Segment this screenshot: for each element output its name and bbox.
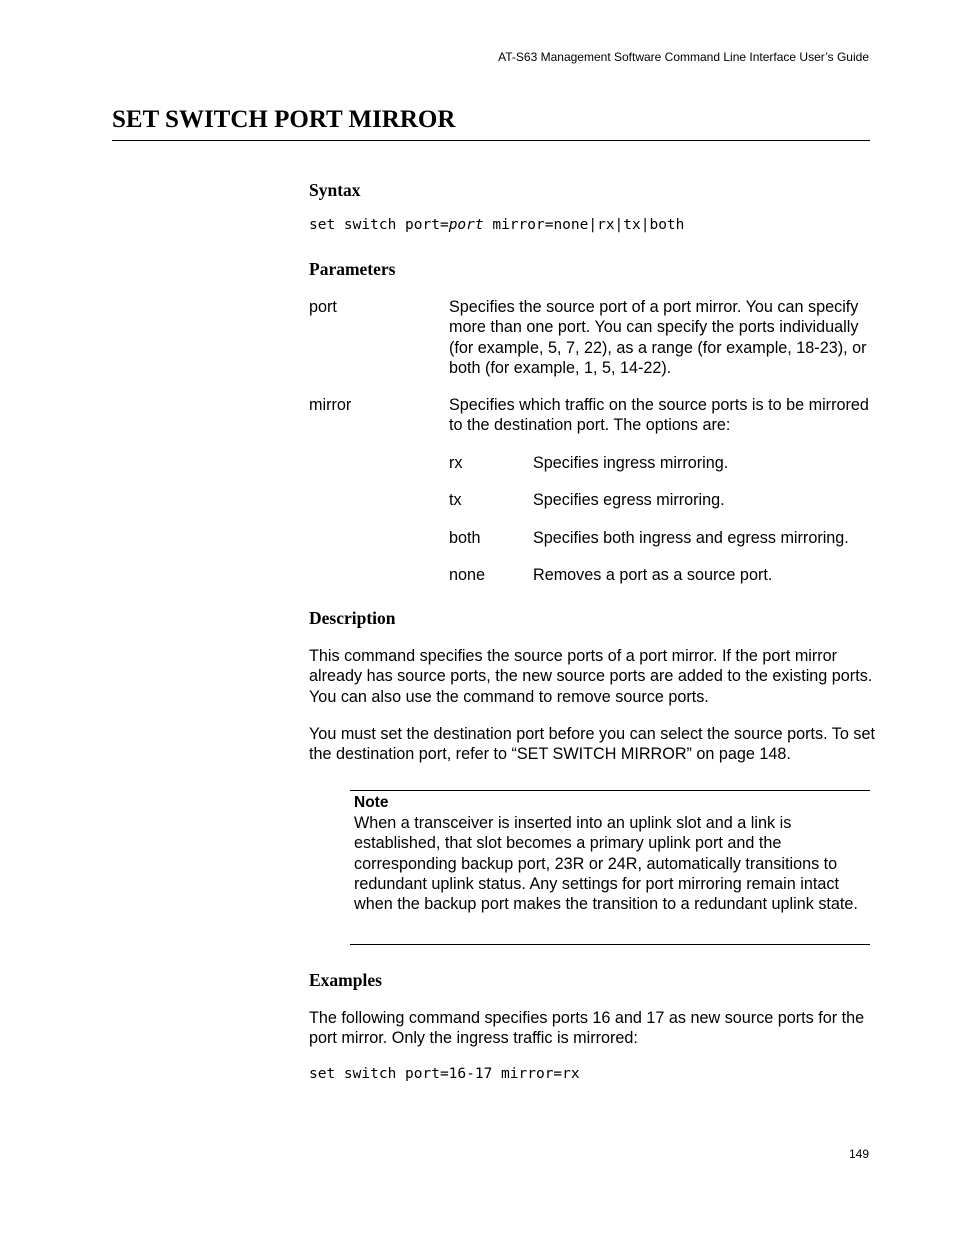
examples-intro: The following command specifies ports 16 and 17 as new source ports for the port mirror. Only the ingress traffic is mirrored: xyxy=(309,1009,865,1048)
param-desc-mirror: Specifies which traffic on the source ports is to be mirrored to the destination port. The options are: xyxy=(449,396,869,435)
param-name-mirror: mirror xyxy=(309,396,352,414)
syntax-heading: Syntax xyxy=(309,180,361,200)
description-heading: Description xyxy=(309,608,396,628)
param-name-port: port xyxy=(309,298,337,316)
option-name-both: both xyxy=(449,529,481,547)
option-name-tx: tx xyxy=(449,491,462,509)
page-number: 149 xyxy=(848,1147,869,1161)
parameters-heading: Parameters xyxy=(309,259,396,279)
param-desc-port: Specifies the source port of a port mirror. You can specify more than one port. You can specify the ports individually (for example, 5, 7, 22), as a range (for example, 18-23), or both (for example, 1, 5, 14-22). xyxy=(449,298,867,377)
option-desc-both: Specifies both ingress and egress mirroring. xyxy=(533,529,849,547)
description-paragraph: You must set the destination port before you can select the source ports. To set the destination port, refer to “SET SWITCH MIRROR” on page 148. xyxy=(309,725,875,764)
description-paragraph: This command specifies the source ports of a port mirror. If the port mirror already has source ports, the new source ports are added to the existing ports. You can also use the command to remove source ports. xyxy=(309,647,873,706)
option-name-rx: rx xyxy=(449,454,463,472)
title-divider xyxy=(112,140,870,141)
page-title: SET SWITCH PORT MIRROR xyxy=(112,106,456,133)
example-command: set switch port=16-17 mirror=rx xyxy=(309,1066,580,1082)
option-desc-rx: Specifies ingress mirroring. xyxy=(533,454,729,472)
note-label: Note xyxy=(354,794,389,811)
note-bottom-rule xyxy=(350,944,870,945)
syntax-command: set switch port=port mirror=none|rx|tx|both xyxy=(309,217,685,233)
note-top-rule xyxy=(350,790,870,791)
note-text: When a transceiver is inserted into an uplink slot and a link is established, that slot becomes a primary uplink port and the corresponding backup port, 23R or 24R, automatically transitions to redundant uplink status. Any settings for port mirroring remain intact when the backup port makes the transition to a redundant uplink state. xyxy=(354,814,858,914)
running-header: AT-S63 Management Software Command Line Interface User’s Guide xyxy=(498,50,869,64)
option-desc-none: Removes a port as a source port. xyxy=(533,566,773,584)
option-name-none: none xyxy=(449,566,486,584)
examples-heading: Examples xyxy=(309,970,382,990)
option-desc-tx: Specifies egress mirroring. xyxy=(533,491,725,509)
